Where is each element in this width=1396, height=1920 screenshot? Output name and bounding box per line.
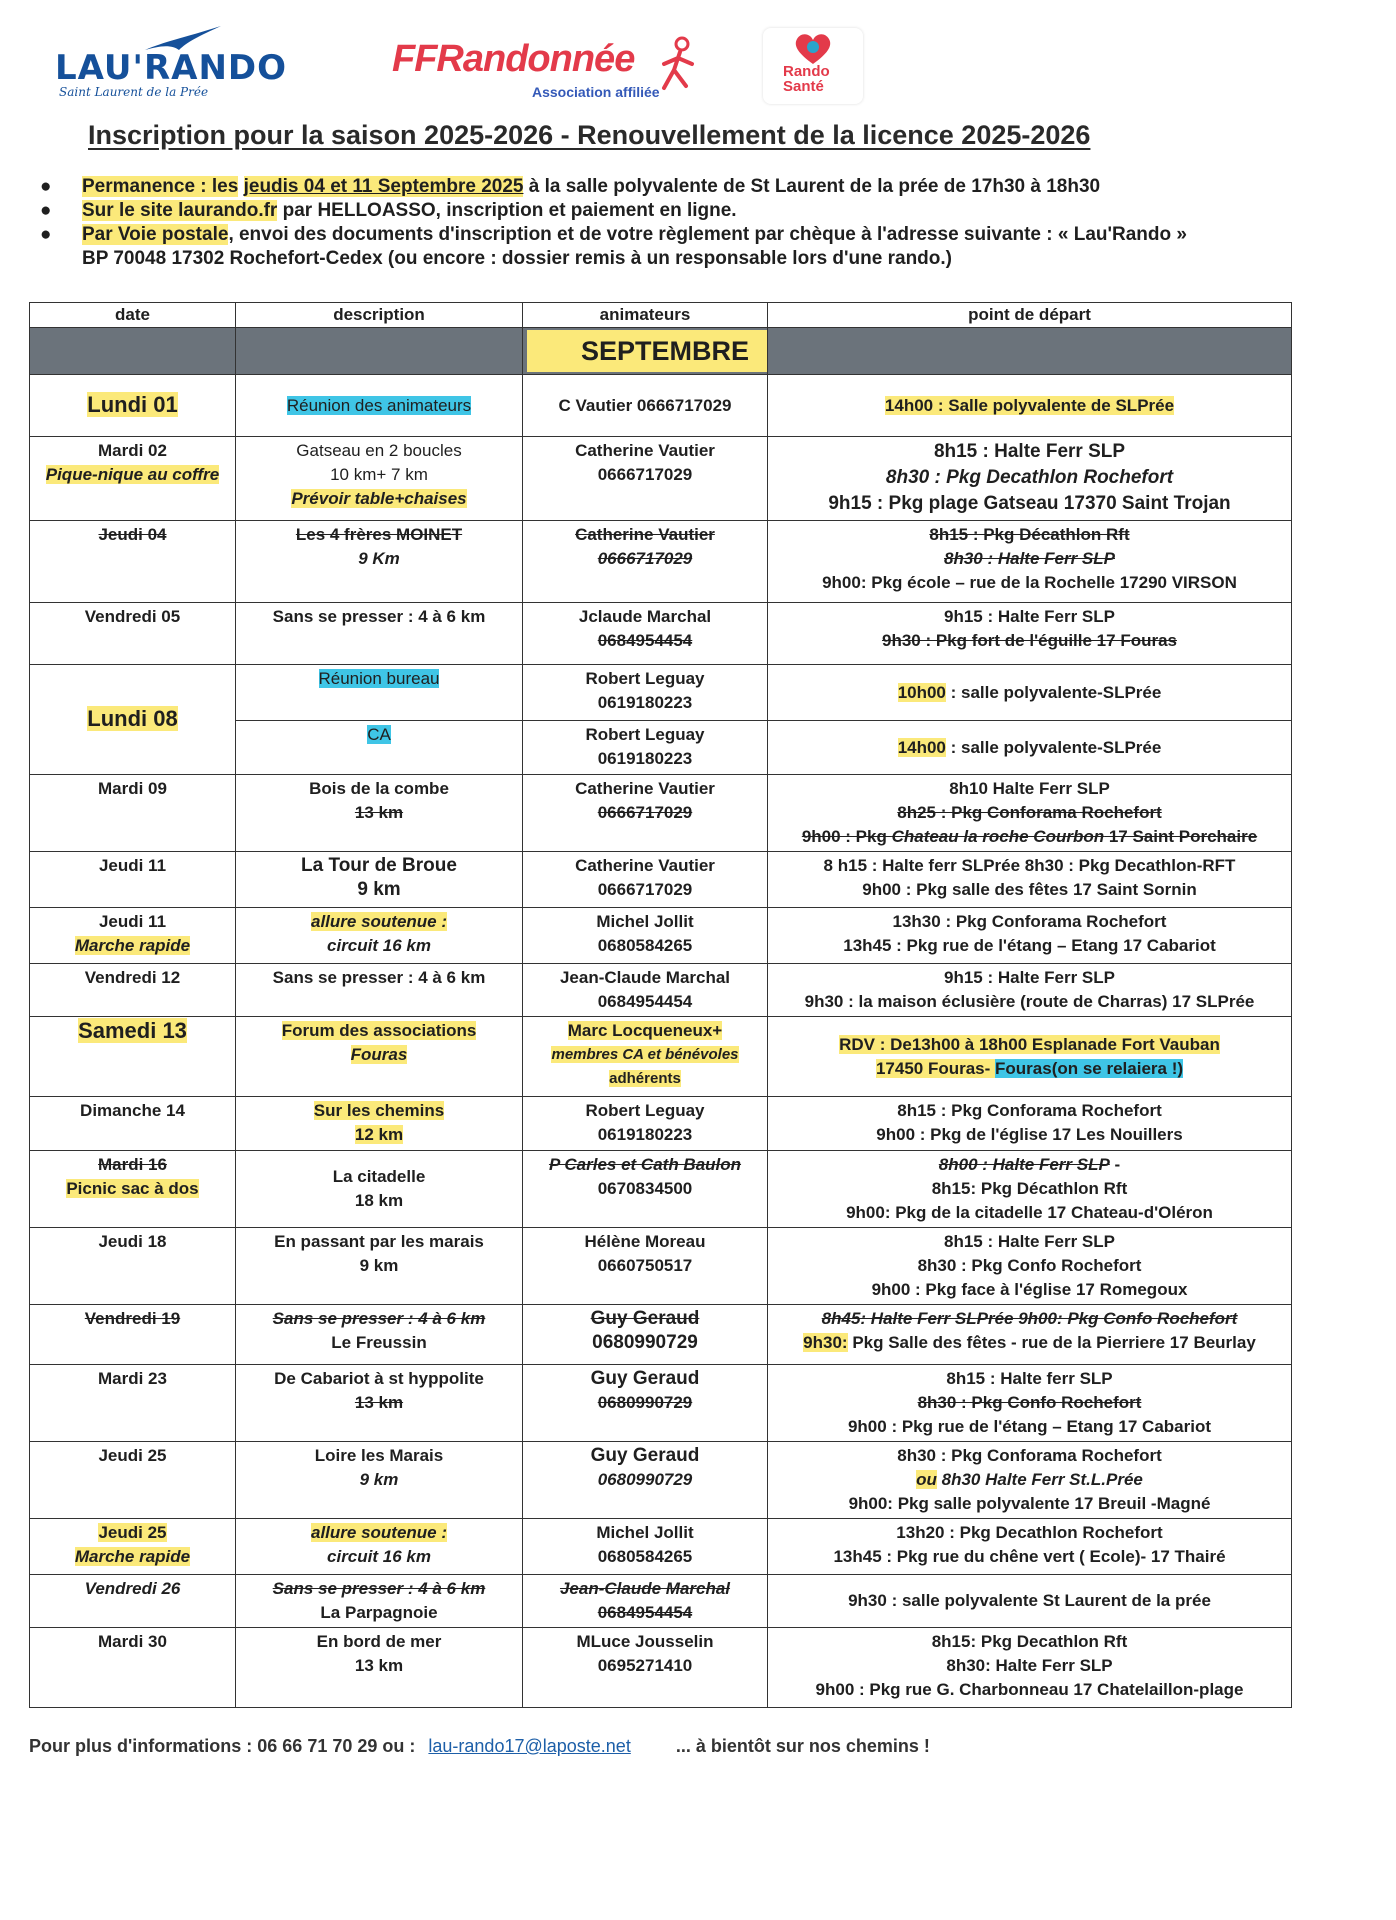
footer-contact-label: Pour plus d'informations : 06 66 71 70 29 ou : xyxy=(29,1736,416,1756)
laurando-tagline: Saint Laurent de la Prée xyxy=(59,85,209,99)
footer xyxy=(29,1736,930,1757)
ffrandonnee-name: FFRandonnée xyxy=(392,38,635,80)
table-row: Jeudi 25 Marche rapide allure soutenue : circuit 16 km Michel Jollit 0680584265 13h20 : Pkg Decathlon Rochefort 13h45 : Pkg rue du chêne vert ( Ecole)- 17 Thairé xyxy=(30,1519,1292,1575)
email-link[interactable]: lau-rando17@laposte.net xyxy=(428,1736,631,1756)
table-row: Mardi 02 Pique-nique au coffre Gatseau en 2 boucles 10 km+ 7 km Prévoir table+chaises Catherine Vautier 0666717029 8h15 : Halte Ferr SLP 8h30 : Pkg Decathlon Rochefort 9h15 : Pkg plage Gatseau 17370 Saint Trojan xyxy=(30,437,1292,521)
rando-sante-logo xyxy=(763,28,863,104)
schedule-table xyxy=(29,302,1292,1708)
table-header-row xyxy=(30,303,1292,328)
registration-info xyxy=(40,175,1340,271)
table-row: Mardi 16 Picnic sac à dos La citadelle 18 km P Carles et Cath Baulon 0670834500 8h00 : Halte Ferr SLP - 8h15: Pkg Décathlon Rft 9h00: Pkg de la citadelle 17 Chateau-d'Oléron xyxy=(30,1151,1292,1228)
info-bullet-postal: ● Par Voie postale, envoi des documents d'inscription et de votre règlement par chèque à l'adresse suivante : « Lau'Rando » xyxy=(40,224,1187,245)
table-row: Lundi 01 Réunion des animateurs C Vautier 0666717029 14h00 : Salle polyvalente de SLPrée xyxy=(30,375,1292,437)
ffrandonnee-sub: Association affiliée xyxy=(532,84,660,100)
table-row: Dimanche 14 Sur les chemins 12 km Robert Leguay 0619180223 8h15 : Pkg Conforama Rochefort 9h00 : Pkg de l'église 17 Les Nouillers xyxy=(30,1097,1292,1151)
laurando-name: LAU'RANDO xyxy=(55,48,288,88)
ffrandonnee-logo xyxy=(392,28,712,108)
month-label: SEPTEMBRE xyxy=(527,330,768,372)
table-row: Mardi 30 En bord de mer 13 km MLuce Jousselin 0695271410 8h15: Pkg Decathlon Rft 8h30: Halte Ferr SLP 9h00 : Pkg rue G. Charbonneau 17 Chatelaillon-plage xyxy=(30,1628,1292,1708)
bullet-icon: ● xyxy=(40,200,52,221)
table-row: Vendredi 05 Sans se presser : 4 à 6 km Jclaude Marchal 0684954454 9h15 : Halte Ferr SLP 9h30 : Pkg fort de l'éguille 17 Fouras xyxy=(30,603,1292,665)
table-row: CA Robert Leguay 0619180223 14h00 : salle polyvalente-SLPrée xyxy=(30,721,1292,775)
table-row: Jeudi 11 La Tour de Broue 9 km Catherine Vautier 0666717029 8 h15 : Halte ferr SLPrée 8h30 : Pkg Decathlon-RFT 9h00 : Pkg salle des fêtes 17 Saint Sornin xyxy=(30,852,1292,908)
heart-icon xyxy=(793,32,833,66)
table-row: Lundi 08 Réunion bureau Robert Leguay 0619180223 10h00 : salle polyvalente-SLPrée xyxy=(30,665,1292,721)
table-row: Jeudi 11 Marche rapide allure soutenue : circuit 16 km Michel Jollit 0680584265 13h30 : Pkg Conforama Rochefort 13h45 : Pkg rue de l'étang – Etang 17 Cabariot xyxy=(30,908,1292,964)
header-depart: point de départ xyxy=(768,303,1292,328)
table-row: Vendredi 19 Sans se presser : 4 à 6 km Le Freussin Guy Geraud 0680990729 8h45: Halte Ferr SLPrée 9h00: Pkg Confo Rochefort 9h30: Pkg Salle des fêtes - rue de la Pierriere 17 Beurlay xyxy=(30,1305,1292,1365)
table-row: Jeudi 04 Les 4 frères MOINET 9 Km Catherine Vautier 0666717029 8h15 : Pkg Décathlon Rft 8h30 : Halte Ferr SLP 9h00: Pkg école – rue de la Rochelle 17290 VIRSON xyxy=(30,521,1292,603)
header-animateurs: animateurs xyxy=(523,303,768,328)
month-row xyxy=(30,328,1292,375)
bullet-icon: ● xyxy=(40,224,52,245)
table-row: Jeudi 18 En passant par les marais 9 km Hélène Moreau 0660750517 8h15 : Halte Ferr SLP 8h30 : Pkg Confo Rochefort 9h00 : Pkg face à l'église 17 Romegoux xyxy=(30,1228,1292,1305)
laurando-logo xyxy=(55,30,325,99)
table-row: Mardi 23 De Cabariot à st hyppolite 13 km Guy Geraud 0680990729 8h15 : Halte ferr SLP 8h30 : Pkg Confo Rochefort 9h00 : Pkg rue de l'étang – Etang 17 Cabariot xyxy=(30,1365,1292,1442)
page-title: Inscription pour la saison 2025-2026 - Renouvellement de la licence 2025-2026 xyxy=(88,120,1091,150)
header-description: description xyxy=(236,303,523,328)
table-row: Jeudi 25 Loire les Marais 9 km Guy Geraud 0680990729 8h30 : Pkg Conforama Rochefort ou 8h30 Halte Ferr St.L.Prée 9h00: Pkg salle polyvalente 17 Breuil -Magné xyxy=(30,1442,1292,1519)
walker-icon xyxy=(656,36,702,92)
bullet-icon: ● xyxy=(40,176,52,197)
table-row: Samedi 13 Forum des associations Fouras Marc Locqueneux+ membres CA et bénévoles adhérents RDV : De13h00 à 18h00 Esplanade Fort Vauban 17450 Fouras- Fouras(on se relaiera !) xyxy=(30,1017,1292,1097)
info-bullet-permanence: ● Permanence : les jeudis 04 et 11 Septembre 2025 à la salle polyvalente de St Laurent de la prée de 17h30 à 18h30 xyxy=(40,176,1101,197)
info-postal-address: BP 70048 17302 Rochefort-Cedex (ou encore : dossier remis à un responsable lors d'une rando.) xyxy=(82,248,953,269)
info-bullet-website: ● Sur le site laurando.fr par HELLOASSO, inscription et paiement en ligne. xyxy=(40,200,737,221)
header-date: date xyxy=(30,303,236,328)
table-row: Vendredi 12 Sans se presser : 4 à 6 km Jean-Claude Marchal 0684954454 9h15 : Halte Ferr SLP 9h30 : la maison éclusière (route de Charras) 17 SLPrée xyxy=(30,964,1292,1017)
rando-sante-text: Rando Santé xyxy=(783,63,830,95)
footer-farewell: ... à bientôt sur nos chemins ! xyxy=(675,1736,930,1756)
table-row: Mardi 09 Bois de la combe 13 km Catherine Vautier 0666717029 8h10 Halte Ferr SLP 8h25 : Pkg Conforama Rochefort 9h00 : Pkg Chateau la roche Courbon 17 Saint Porchaire xyxy=(30,775,1292,852)
table-row: Vendredi 26 Sans se presser : 4 à 6 km La Parpagnoie Jean-Claude Marchal 0684954454 9h30 : salle polyvalente St Laurent de la prée xyxy=(30,1575,1292,1628)
